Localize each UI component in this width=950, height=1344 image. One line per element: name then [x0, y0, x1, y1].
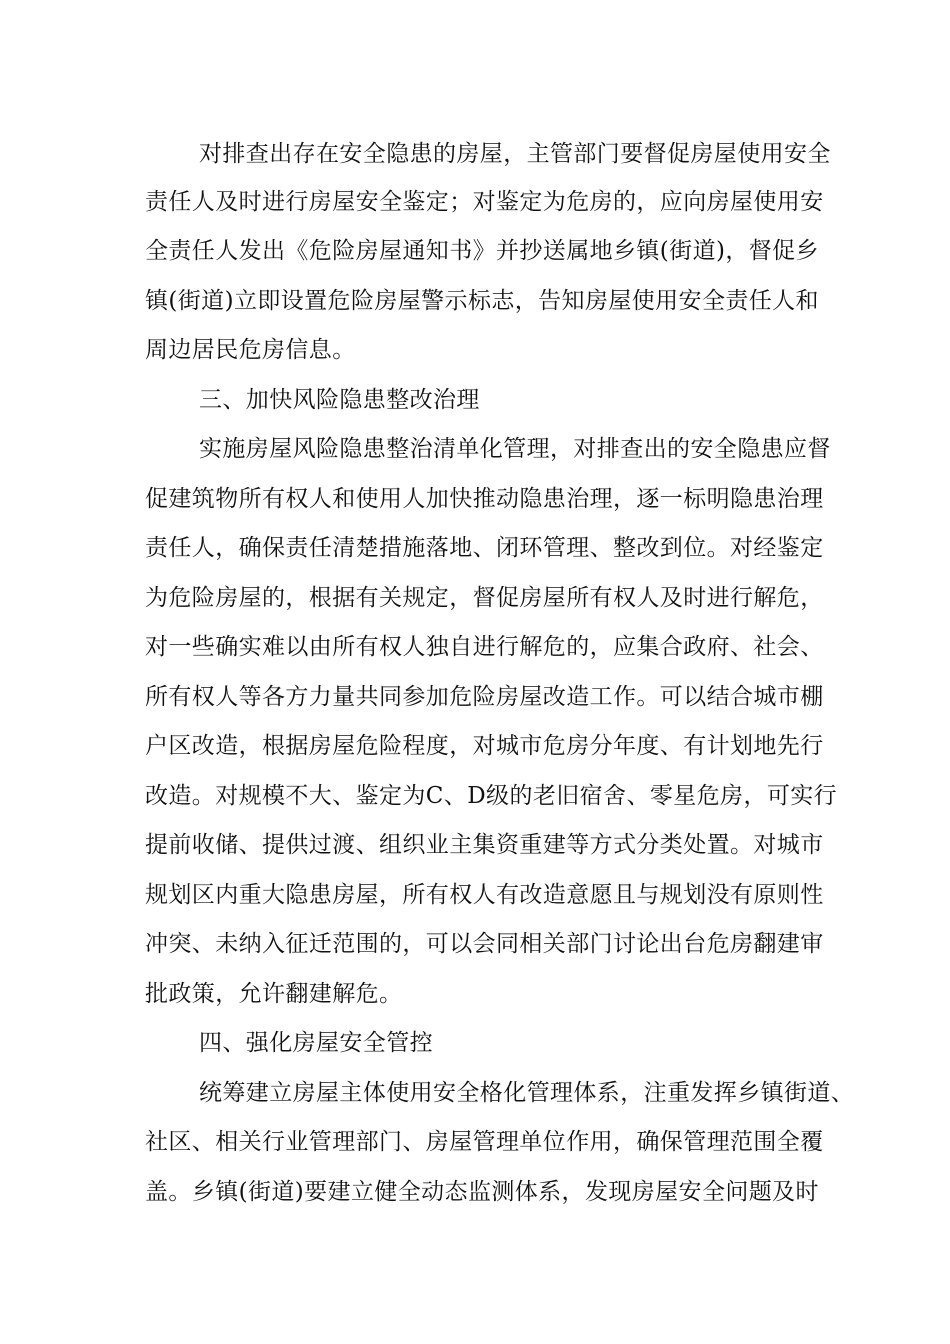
paragraph-line: 提前收储、提供过渡、组织业主集资重建等方式分类处置。对城市 [145, 832, 824, 858]
paragraph-line: 户区改造，根据房屋危险程度，对城市危房分年度、有计划地先行 [145, 733, 824, 759]
paragraph-line: 所有权人等各方力量共同参加危险房屋改造工作。可以结合城市棚 [145, 684, 824, 710]
paragraph-line: 责任人，确保责任清楚措施落地、闭环管理、整改到位。对经鉴定 [145, 535, 824, 561]
section-heading: 四、强化房屋安全管控 [199, 1030, 433, 1056]
paragraph-line: 实施房屋风险隐患整治清单化管理，对排查出的安全隐患应督 [199, 436, 831, 462]
paragraph-line: 统筹建立房屋主体使用安全格化管理体系，注重发挥乡镇街道、 [199, 1080, 855, 1106]
paragraph-line: 对一些确实难以由所有权人独自进行解危的，应集合政府、社会、 [145, 634, 824, 660]
paragraph-line: 周边居民危房信息。 [145, 337, 356, 363]
paragraph-line: 冲突、未纳入征迁范围的，可以会同相关部门讨论出台危房翻建审 [145, 931, 824, 957]
section-heading: 三、加快风险隐患整改治理 [199, 387, 480, 413]
paragraph-line: 批政策，允许翻建解危。 [145, 981, 403, 1007]
paragraph-line: 盖。乡镇(街道)要建立健全动态监测体系，发现房屋安全问题及时 [145, 1179, 819, 1205]
paragraph-line: 对排查出存在安全隐患的房屋，主管部门要督促房屋使用安全 [199, 141, 831, 167]
paragraph-line: 为危险房屋的，根据有关规定，督促房屋所有权人及时进行解危， [145, 585, 824, 611]
paragraph-line: 社区、相关行业管理部门、房屋管理单位作用，确保管理范围全覆 [145, 1129, 824, 1155]
paragraph-line: 改造。对规模不大、鉴定为C、D级的老旧宿舍、零星危房，可实行 [145, 783, 838, 809]
paragraph-line: 促建筑物所有权人和使用人加快推动隐患治理，逐一标明隐患治理 [145, 486, 824, 512]
paragraph-line: 镇(街道)立即设置危险房屋警示标志，告知房屋使用安全责任人和 [145, 288, 819, 314]
paragraph-line: 规划区内重大隐患房屋，所有权人有改造意愿且与规划没有原则性 [145, 882, 824, 908]
paragraph-line: 责任人及时进行房屋安全鉴定；对鉴定为危房的，应向房屋使用安 [145, 189, 824, 215]
paragraph-line: 全责任人发出《危险房屋通知书》并抄送属地乡镇(街道)，督促乡 [145, 238, 819, 264]
